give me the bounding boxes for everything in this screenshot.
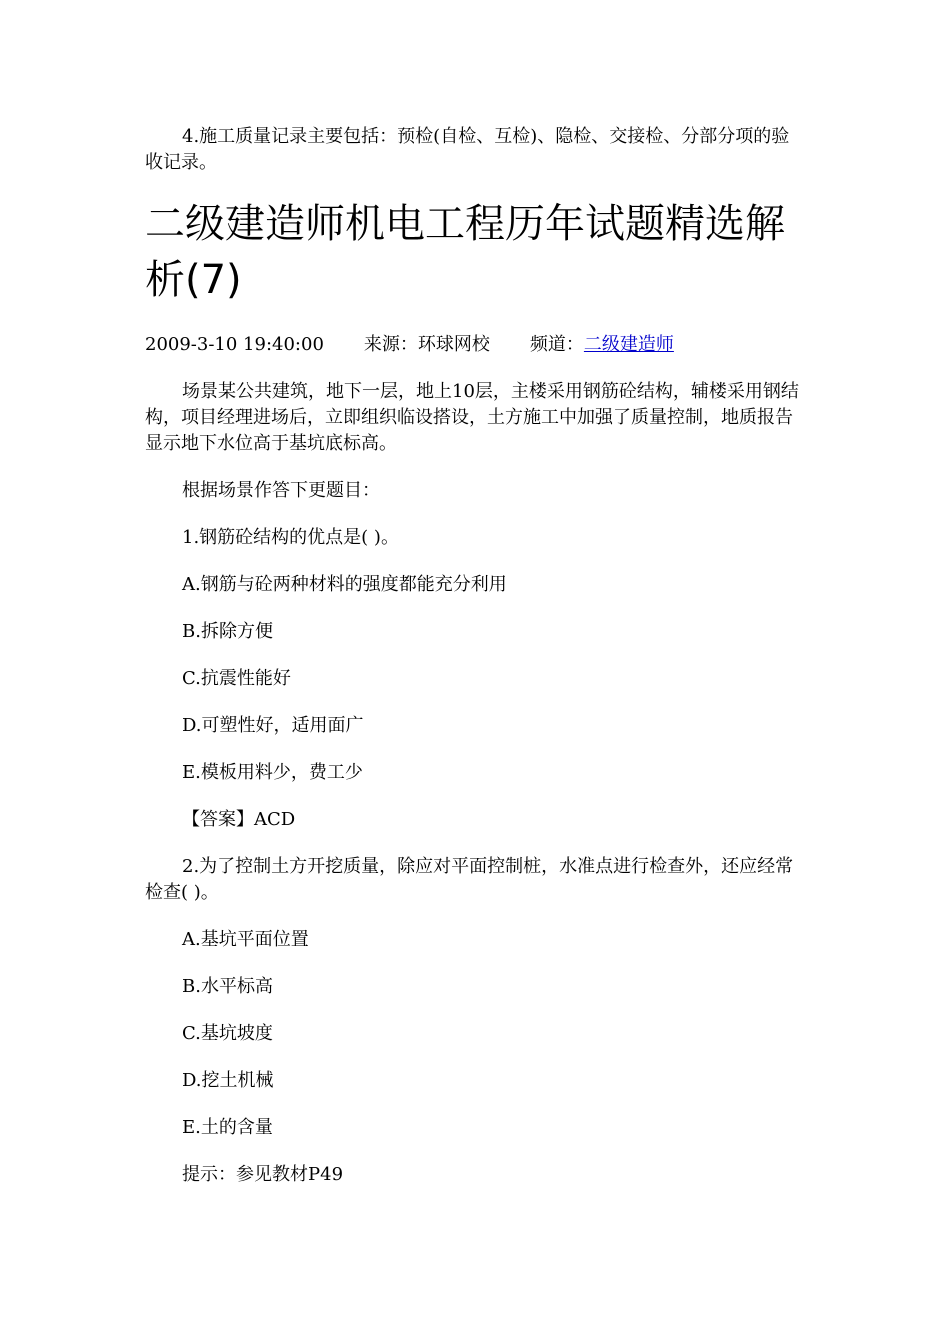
article-title: 二级建造师机电工程历年试题精选解析(7) [145,201,785,303]
q2-option-b: B.水平标高 [182,976,273,997]
q1-option-a: A.钢筋与砼两种材料的强度都能充分利用 [182,574,507,595]
q1-option-b: B.拆除方便 [182,621,273,642]
q2-option-e: E.土的含量 [182,1117,273,1138]
q1-option-d: D.可塑性好，适用面广 [182,715,364,736]
question-1: 1.钢筋砼结构的优点是( )。 [182,527,399,548]
q2-option-c: C.基坑坡度 [182,1023,273,1044]
q1-answer: 【答案】ACD [182,809,296,830]
article-source: 来源：环球网校 [363,334,490,355]
article-channel-label: 频道： [529,334,584,355]
instruction-paragraph: 根据场景作答下更题目： [182,480,380,501]
article-meta [145,332,807,358]
q2-option-a: A.基坑平面位置 [182,929,309,950]
q2-option-d: D.挖土机械 [182,1070,274,1091]
article-date: 2009-3-10 19:40:00 [145,334,324,355]
q1-option-c: C.抗震性能好 [182,668,291,689]
q1-option-e: E.模板用料少，费工少 [182,762,363,783]
channel-link[interactable]: 二级建造师 [583,334,674,355]
scene-paragraph: 场景某公共建筑，地下一层，地上10层，主楼采用钢筋砼结构，辅楼采用钢结构，项目经理进场后，立即组织临设搭设，土方施工中加强了质量控制，地质报告显示地下水位高于基坑底标高。 [145,381,799,454]
question-2: 2.为了控制土方开挖质量，除应对平面控制桩，水准点进行检查外，还应经常检查( )。 [145,856,794,903]
intro-item: 4.施工质量记录主要包括：预检(自检、互检)、隐检、交接检、分部分项的验收记录。 [145,126,790,173]
document-page [145,124,807,1206]
q2-hint: 提示：参见教材P49 [182,1164,344,1185]
